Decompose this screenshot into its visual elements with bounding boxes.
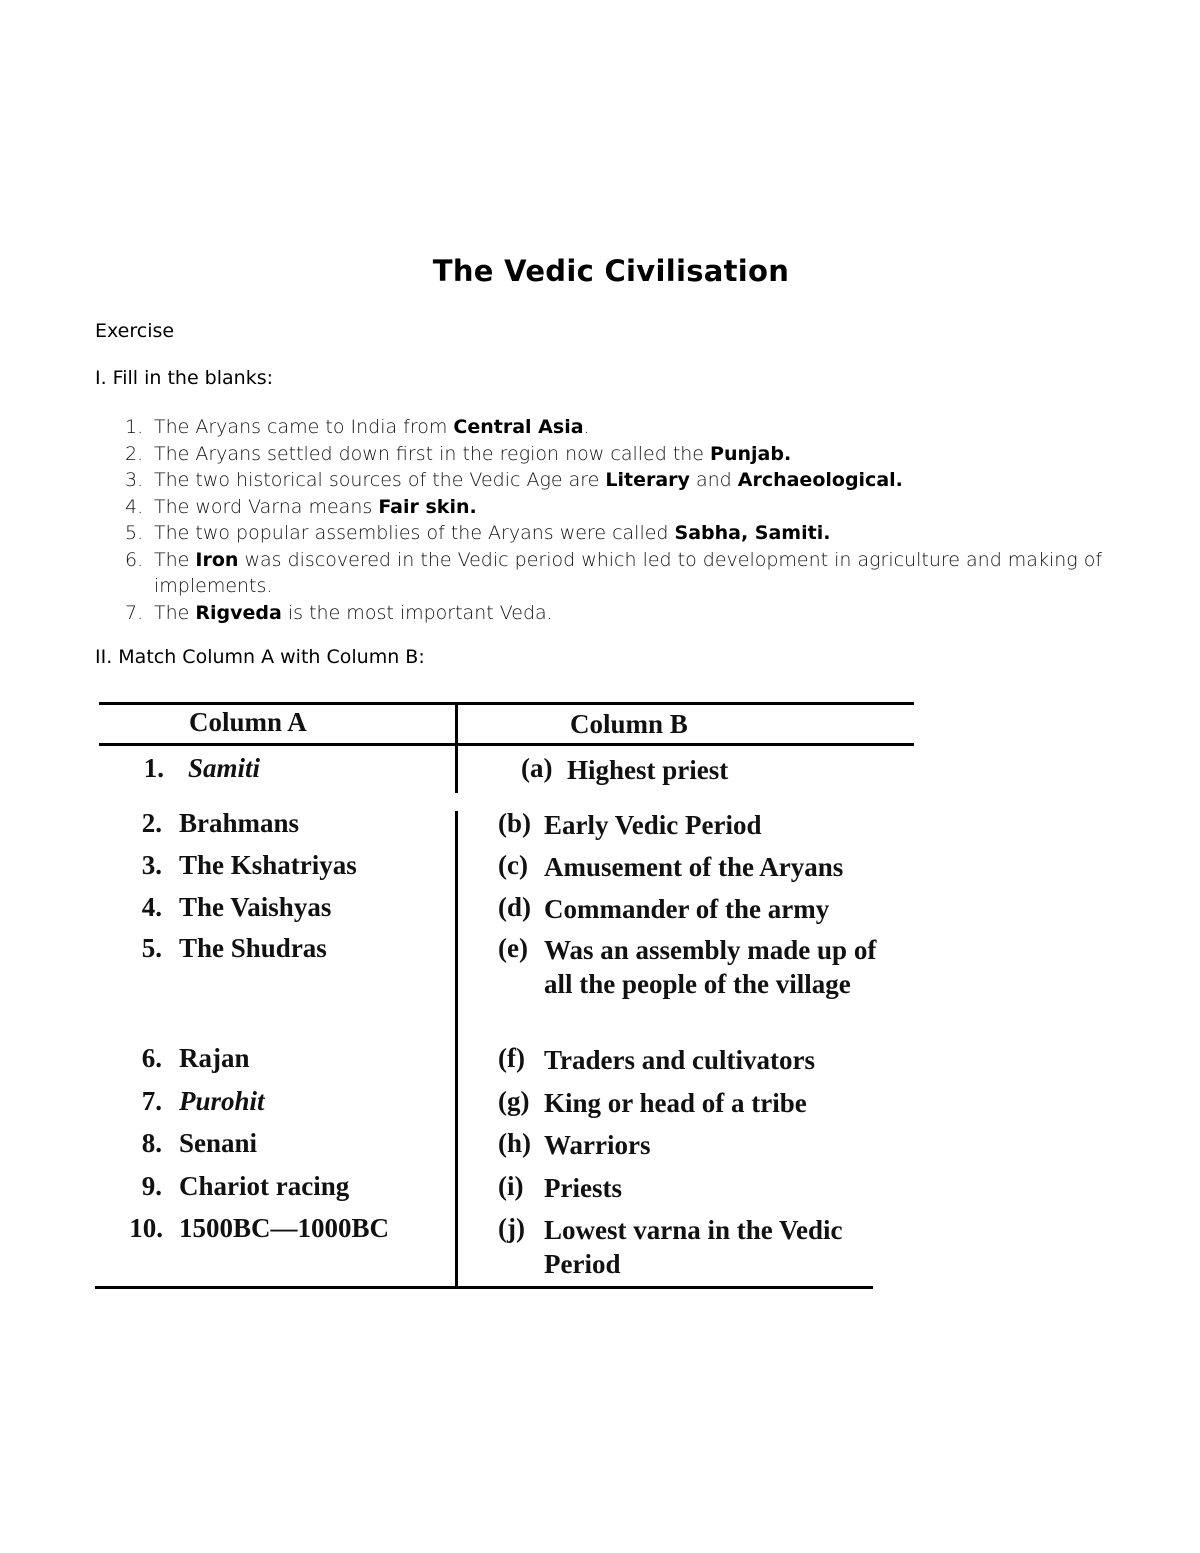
column-a-number: 10. — [129, 1213, 163, 1243]
column-a-text: Chariot racing — [179, 1171, 350, 1201]
column-a-text: The Vaishyas — [179, 892, 332, 922]
answer-text: Rigveda — [195, 601, 282, 624]
column-a-number: 5. — [141, 933, 162, 963]
answer-text: Central Asia — [453, 416, 584, 438]
table-column-divider-top — [455, 704, 458, 793]
column-a-text: The Kshatriyas — [179, 850, 357, 880]
fill-blank-item — [125, 600, 1125, 627]
column-b-header: Column B — [570, 709, 688, 739]
column-a-text: Rajan — [179, 1043, 250, 1073]
question-text: The Aryans settled down first in the region now called the — [154, 442, 711, 465]
column-b-text: Commander of the army — [544, 894, 830, 924]
table-column-divider — [455, 811, 458, 1287]
item-number: 5. — [125, 522, 144, 544]
item-number: 3. — [125, 469, 144, 491]
column-a-number: 1. — [143, 753, 164, 783]
question-text: The word Varna means — [154, 495, 379, 518]
answer-text: Punjab. — [710, 442, 792, 465]
question-text: . — [583, 416, 590, 438]
column-a-text: Brahmans — [179, 808, 300, 838]
column-b-text: Amusement of the Aryans — [544, 852, 844, 882]
column-b-label: (g) — [498, 1086, 530, 1116]
column-a-text: 1500BC—1000BC — [179, 1213, 390, 1243]
question-text: The two popular assemblies of the Aryans were called — [154, 522, 675, 544]
fill-blank-item — [125, 441, 1125, 468]
column-b-text: Lowest varna in the Vedic Period — [544, 1215, 843, 1279]
fill-blank-item — [125, 520, 1125, 547]
question-text: was discovered in the Vedic period which led to development in agriculture and making of implements. — [154, 548, 1103, 597]
column-a-number: 4. — [141, 892, 162, 922]
column-b-text: Highest priest — [567, 755, 729, 785]
column-b-text: Was an assembly made up of all the people of the village — [544, 935, 877, 999]
column-a-text: Samiti — [188, 753, 261, 783]
column-b-text: Early Vedic Period — [544, 810, 762, 840]
column-a-text: Senani — [179, 1128, 258, 1158]
answer-text: Iron — [195, 548, 239, 571]
question-text: The — [154, 601, 196, 624]
item-number: 6. — [125, 548, 144, 571]
column-b-text: Warriors — [544, 1130, 651, 1160]
column-b-text: Priests — [544, 1173, 622, 1203]
answer-text: Literary — [605, 469, 690, 491]
column-b-label: (f) — [498, 1043, 525, 1073]
item-number: 4. — [125, 495, 144, 518]
column-b-label: (a) — [521, 753, 553, 783]
column-a-number: 9. — [141, 1171, 162, 1201]
item-number: 7. — [125, 601, 144, 624]
column-b-label: (h) — [498, 1128, 531, 1158]
question-text: and — [689, 469, 738, 491]
column-a-number: 2. — [141, 808, 162, 838]
column-a-header: Column A — [189, 707, 307, 737]
column-b-label: (i) — [498, 1171, 524, 1201]
question-text: is the most important Veda. — [281, 601, 553, 624]
item-number: 2. — [125, 442, 144, 465]
column-a-text: Purohit — [179, 1086, 265, 1116]
fill-blank-item — [125, 414, 1125, 441]
column-b-text: King or head of a tribe — [544, 1088, 807, 1118]
column-a-number: 3. — [141, 850, 162, 880]
question-text: The two historical sources of the Vedic Age are — [154, 469, 606, 491]
fill-blank-item — [125, 467, 1125, 494]
column-b-label: (e) — [498, 933, 528, 963]
column-b-label: (c) — [498, 850, 528, 880]
question-text: The — [154, 548, 196, 571]
answer-text: Fair skin. — [378, 495, 477, 518]
section-heading-match-columns: II. Match Column A with Column B: — [95, 646, 425, 668]
table-header-rule — [99, 743, 914, 746]
column-a-number: 6. — [141, 1043, 162, 1073]
question-text: The Aryans came to India from — [154, 416, 454, 438]
exercise-label: Exercise — [95, 320, 175, 342]
fill-in-blanks-list — [125, 414, 1125, 626]
item-number: 1. — [125, 416, 144, 438]
table-bottom-rule — [95, 1286, 873, 1289]
section-heading-fill-blanks: I. Fill in the blanks: — [95, 367, 274, 389]
column-b-label: (d) — [498, 892, 531, 922]
answer-text: Archaeological. — [737, 469, 903, 491]
column-a-number: 8. — [141, 1128, 162, 1158]
column-b-text: Traders and cultivators — [544, 1045, 815, 1075]
column-b-label: (j) — [498, 1213, 525, 1243]
column-a-number: 7. — [141, 1086, 162, 1116]
fill-blank-item — [125, 494, 1125, 521]
answer-text: Sabha, Samiti. — [674, 522, 831, 544]
fill-blank-item — [125, 547, 1125, 600]
column-a-text: The Shudras — [179, 933, 327, 963]
page-title: The Vedic Civilisation — [432, 254, 790, 288]
table-top-rule — [99, 702, 914, 705]
column-b-label: (b) — [498, 808, 531, 838]
